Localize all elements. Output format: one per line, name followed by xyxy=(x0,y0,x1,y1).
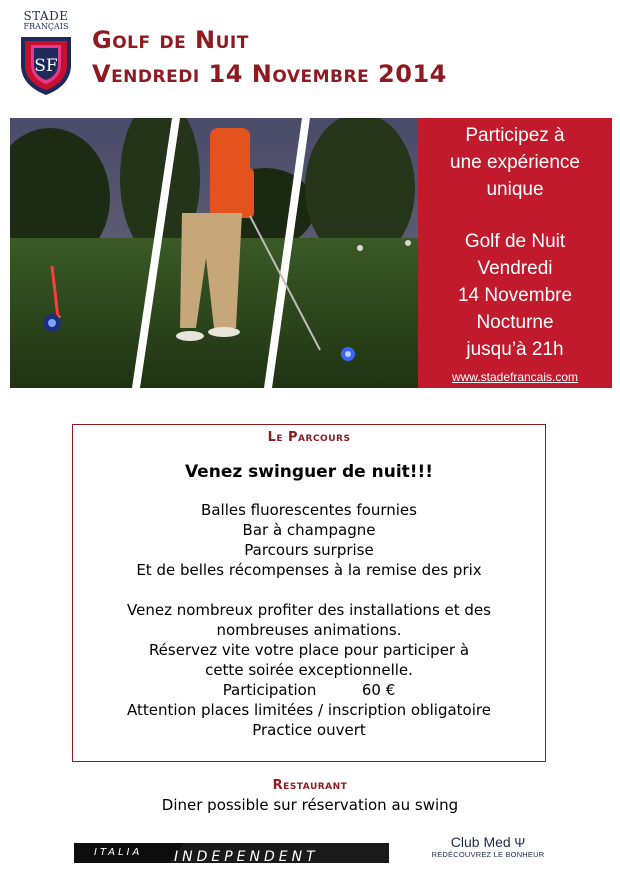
clubmed-logo xyxy=(428,834,548,859)
page-title: Golf de Nuit xyxy=(92,26,249,54)
panel-detail-line: Vendredi xyxy=(477,258,553,279)
body-line: nombreuses animations. xyxy=(216,621,402,639)
logo-line2: FRANÇAIS xyxy=(23,22,69,31)
clubmed-tagline: REDÉCOUVREZ LE BONHEUR xyxy=(431,850,545,859)
panel-intro xyxy=(418,122,612,203)
italia-independent-logo xyxy=(74,843,389,863)
italia-word1: ITALIA xyxy=(94,847,143,858)
panel-detail-line: 14 Novembre xyxy=(457,285,573,306)
body-line: cette soirée exceptionnelle. xyxy=(205,661,413,679)
clubmed-name: Club Med Ψ xyxy=(450,834,526,850)
italia-word2: INDEPENDENT xyxy=(174,849,319,863)
participation-line xyxy=(73,680,545,700)
panel-intro-line: unique xyxy=(486,179,544,200)
feature-line: Et de belles récompenses à la remise des prix xyxy=(136,561,482,579)
parcours-title: Le Parcours xyxy=(267,430,351,445)
golf-night-photos xyxy=(10,118,420,388)
trident-icon: Ψ xyxy=(510,835,526,850)
event-info-panel xyxy=(418,118,612,388)
restaurant-text: Diner possible sur réservation au swing xyxy=(161,796,459,814)
website-link[interactable]: www.stadefrancais.com xyxy=(451,370,579,384)
stade-francais-logo xyxy=(14,10,78,97)
panel-details xyxy=(418,228,612,363)
shield-icon xyxy=(19,35,73,97)
parcours-features xyxy=(73,500,545,740)
panel-detail-line: Nocturne xyxy=(476,312,554,333)
feature-line: Parcours surprise xyxy=(244,541,374,559)
participation-label: Participation xyxy=(222,681,317,699)
panel-intro-line: une expérience xyxy=(450,152,580,173)
body-line: Réservez vite votre place pour participer à xyxy=(148,641,470,659)
logo-line1: STADE xyxy=(23,9,69,23)
parcours-headline: Venez swinguer de nuit!!! xyxy=(184,462,434,482)
feature-line: Bar à champagne xyxy=(242,521,376,539)
body-line: Venez nombreux profiter des installations et des xyxy=(127,601,491,619)
panel-detail-line: Golf de Nuit xyxy=(464,231,566,252)
logo-monogram: SF xyxy=(34,56,58,76)
feature-line: Balles fluorescentes fournies xyxy=(201,501,417,519)
restaurant-title: Restaurant xyxy=(272,778,348,793)
parcours-box xyxy=(72,424,546,762)
note-line: Attention places limitées / inscription obligatoire xyxy=(127,701,491,719)
participation-price: 60 € xyxy=(361,681,396,699)
panel-detail-line: jusqu’à 21h xyxy=(466,339,564,360)
page-subtitle: Vendredi 14 Novembre 2014 xyxy=(92,60,447,88)
note-line: Practice ouvert xyxy=(252,721,366,739)
panel-intro-line: Participez à xyxy=(465,125,565,146)
